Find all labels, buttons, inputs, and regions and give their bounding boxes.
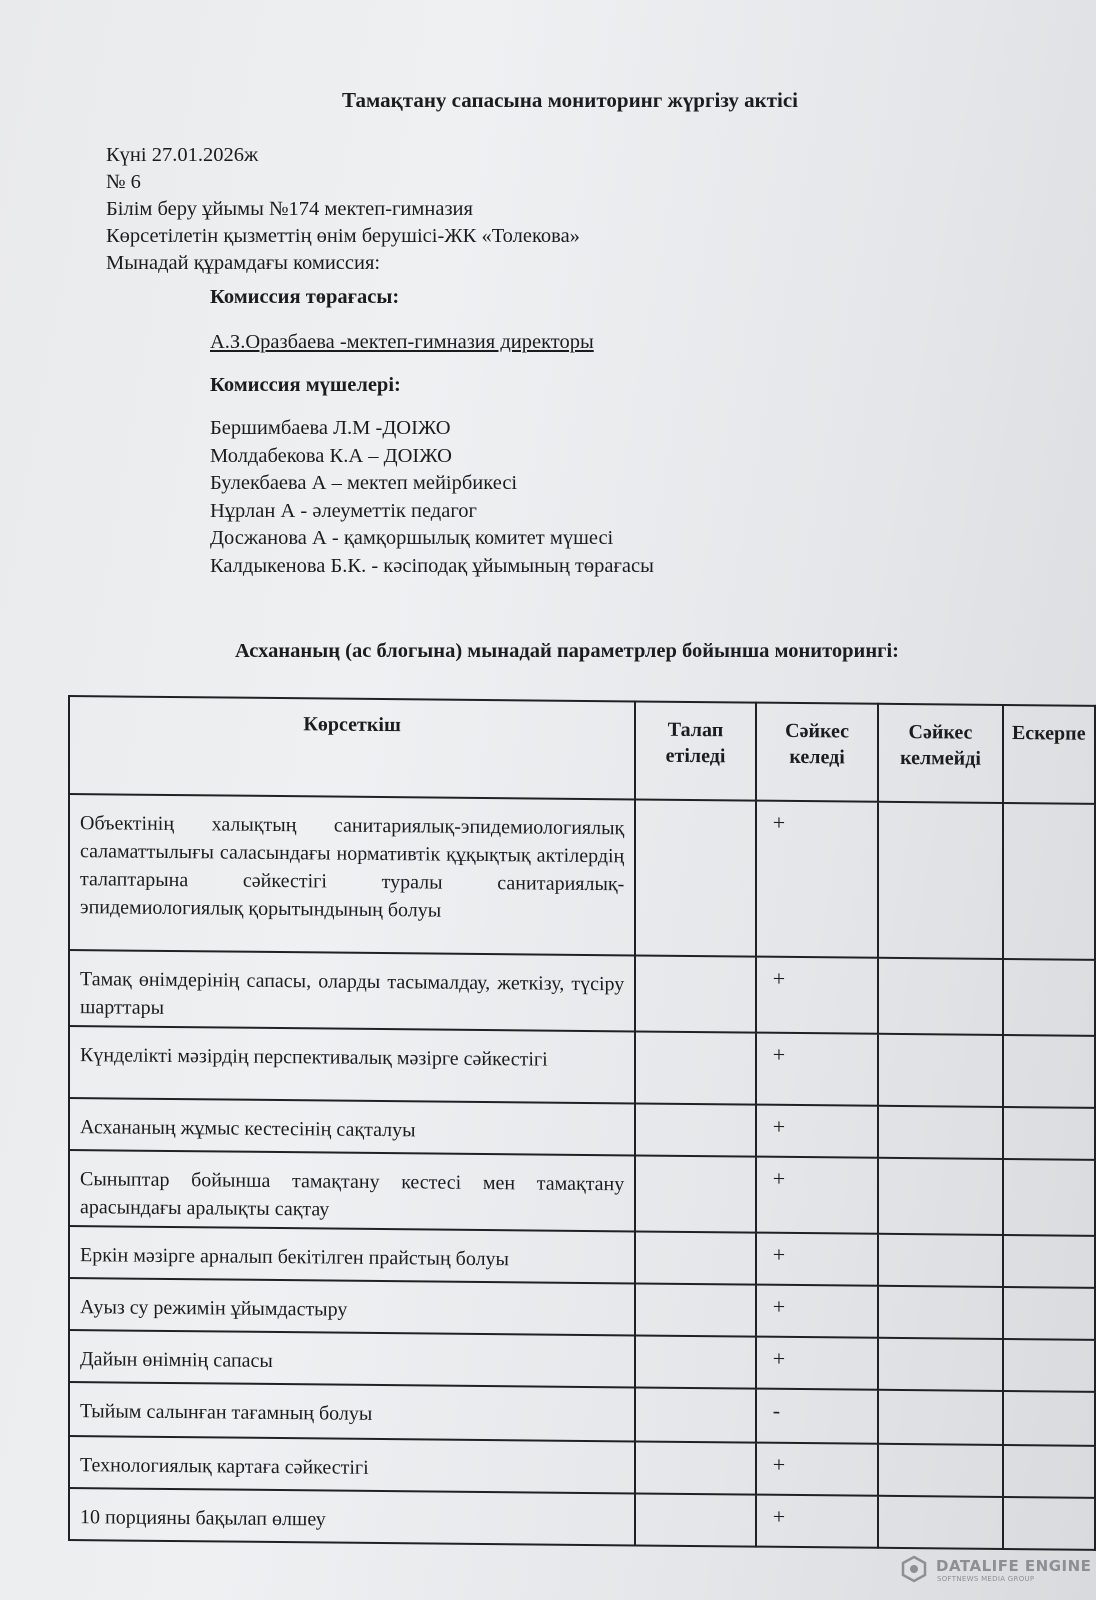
document-title: Тамақтану сапасына мониторинг жүргізу актісі: [342, 88, 798, 112]
required-cell: [635, 1387, 755, 1442]
member-item: Булекбаева А – мектеп мейірбикесі: [210, 472, 518, 494]
indicator-cell: Дайын өнімнің сапасы: [69, 1330, 635, 1387]
member-item: Молдабекова К.А – ДОІЖО: [210, 444, 452, 467]
required-cell: [635, 1103, 755, 1156]
datalife-logo-icon: [900, 1555, 928, 1583]
table-header-row: [69, 696, 1095, 804]
table-row: [69, 1488, 1095, 1550]
header-noncompliant: Сәйкес келмейді: [878, 704, 1002, 803]
member-item: Калдыкенова Б.К. - кәсіподақ ұйымының төрағасы: [210, 554, 654, 577]
member-item: Нұрлан А - әлеуметтік педагог: [210, 499, 477, 522]
header-note: Ескерпе: [1003, 705, 1095, 804]
compliant-cell: +: [756, 1337, 879, 1390]
compliant-cell: +: [756, 1105, 879, 1158]
number-line: № 6: [106, 171, 141, 193]
chair-name: А.З.Оразбаева -мектеп-гимназия директоры: [210, 331, 594, 353]
note-cell: [1003, 1339, 1095, 1392]
note-cell: [1003, 1035, 1095, 1108]
required-cell: [635, 1441, 755, 1494]
noncompliant-cell: [878, 1338, 1002, 1391]
noncompliant-cell: [878, 802, 1002, 959]
noncompliant-cell: [878, 1496, 1002, 1549]
table-row: [69, 794, 1095, 960]
noncompliant-cell: [878, 1444, 1002, 1497]
compliant-cell: +: [756, 1233, 879, 1286]
note-cell: [1003, 959, 1095, 1036]
compliant-cell: +: [756, 1443, 879, 1496]
indicator-cell: Сыныптар бойынша тамақтану кестесі мен тамақтану арасындағы аралықты сақтау: [69, 1150, 635, 1231]
noncompliant-cell: [878, 1234, 1002, 1287]
note-cell: [1003, 1159, 1095, 1236]
monitoring-table: [68, 695, 1096, 1551]
required-cell: [635, 1155, 755, 1232]
table-row: [69, 1382, 1095, 1446]
watermark-main-text: DATALIFE ENGINE: [936, 1557, 1092, 1575]
required-cell: [635, 1335, 755, 1388]
header-required: Талап етіледі: [635, 701, 755, 800]
indicator-cell: Асхананың жұмыс кестесінің сақталуы: [69, 1098, 635, 1155]
compliant-cell: +: [756, 1495, 879, 1548]
table-row: [69, 1026, 1095, 1108]
noncompliant-cell: [878, 958, 1002, 1035]
note-cell: [1003, 1445, 1095, 1498]
table-row: [69, 950, 1095, 1036]
indicator-cell: 10 порцияны бақылап өлшеу: [69, 1488, 635, 1545]
compliant-cell: +: [756, 801, 879, 958]
compliant-cell: +: [756, 1285, 879, 1338]
watermark-sub-text: SOFTNEWS MEDIA GROUP: [937, 1575, 1035, 1583]
indicator-cell: Күнделікті мәзірдің перспективалық мәзірге сәйкестігі: [69, 1026, 635, 1103]
organization-line: Білім беру ұйымы №174 мектеп-гимназия: [106, 198, 473, 220]
note-cell: [1003, 1107, 1095, 1160]
noncompliant-cell: [878, 1034, 1002, 1107]
required-cell: [635, 799, 755, 956]
required-cell: [635, 1493, 755, 1546]
note-cell: [1003, 1287, 1095, 1340]
required-cell: [635, 1031, 755, 1104]
required-cell: [635, 1231, 755, 1284]
indicator-cell: Объектінің халықтың санитариялық-эпидемиологиялық саламаттылығы саласындағы нормативтік құқықтық актілердің талаптарына сәйкестігі туралы санитариялық-эпидемиологиялық қорытындының болуы: [69, 794, 635, 955]
member-item: Досжанова А - қамқоршылық комитет мүшесі: [210, 527, 614, 549]
note-cell: [1003, 1497, 1095, 1550]
members-list: [210, 415, 654, 580]
indicator-cell: Ауыз су режимін ұйымдастыру: [69, 1278, 635, 1335]
header-compliant: Сәйкес келеді: [756, 703, 879, 802]
note-cell: [1003, 1391, 1095, 1446]
compliant-cell: +: [756, 1033, 879, 1106]
indicator-cell: Тыйым салынған тағамның болуы: [69, 1382, 635, 1441]
noncompliant-cell: [878, 1390, 1002, 1445]
table-row: [69, 1150, 1095, 1236]
chair-heading: Комиссия төрағасы:: [210, 286, 400, 308]
noncompliant-cell: [878, 1158, 1002, 1235]
noncompliant-cell: [878, 1286, 1002, 1339]
required-cell: [635, 955, 755, 1032]
compliant-cell: +: [756, 957, 879, 1034]
commission-block: [210, 286, 654, 580]
section-title: Асхананың (ас блогына) мынадай параметрлер бойынша мониторингі:: [235, 640, 899, 662]
commission-intro: Мынадай құрамдағы комиссия:: [106, 252, 381, 274]
note-cell: [1003, 1235, 1095, 1288]
required-cell: [635, 1283, 755, 1336]
note-cell: [1003, 803, 1095, 960]
document-meta: [106, 142, 580, 277]
indicator-cell: Еркін мәзірге арналып бекітілген прайстың болуы: [69, 1226, 635, 1283]
compliant-cell: -: [756, 1389, 879, 1444]
indicator-cell: Тамақ өнімдерінің сапасы, оларды тасымалдау, жеткізу, түсіру шарттары: [69, 950, 635, 1031]
header-indicator: Көрсеткіш: [69, 696, 635, 799]
compliant-cell: +: [756, 1157, 879, 1234]
provider-line: Көрсетілетін қызметтің өнім берушісі-ЖК «Толекова»: [106, 225, 580, 247]
noncompliant-cell: [878, 1106, 1002, 1159]
members-heading: Комиссия мүшелері:: [210, 374, 401, 396]
date-line: Күні 27.01.2026ж: [106, 144, 259, 166]
member-item: Бершимбаева Л.М -ДОІЖО: [210, 417, 451, 439]
indicator-cell: Технологиялық картаға сәйкестігі: [69, 1436, 635, 1493]
